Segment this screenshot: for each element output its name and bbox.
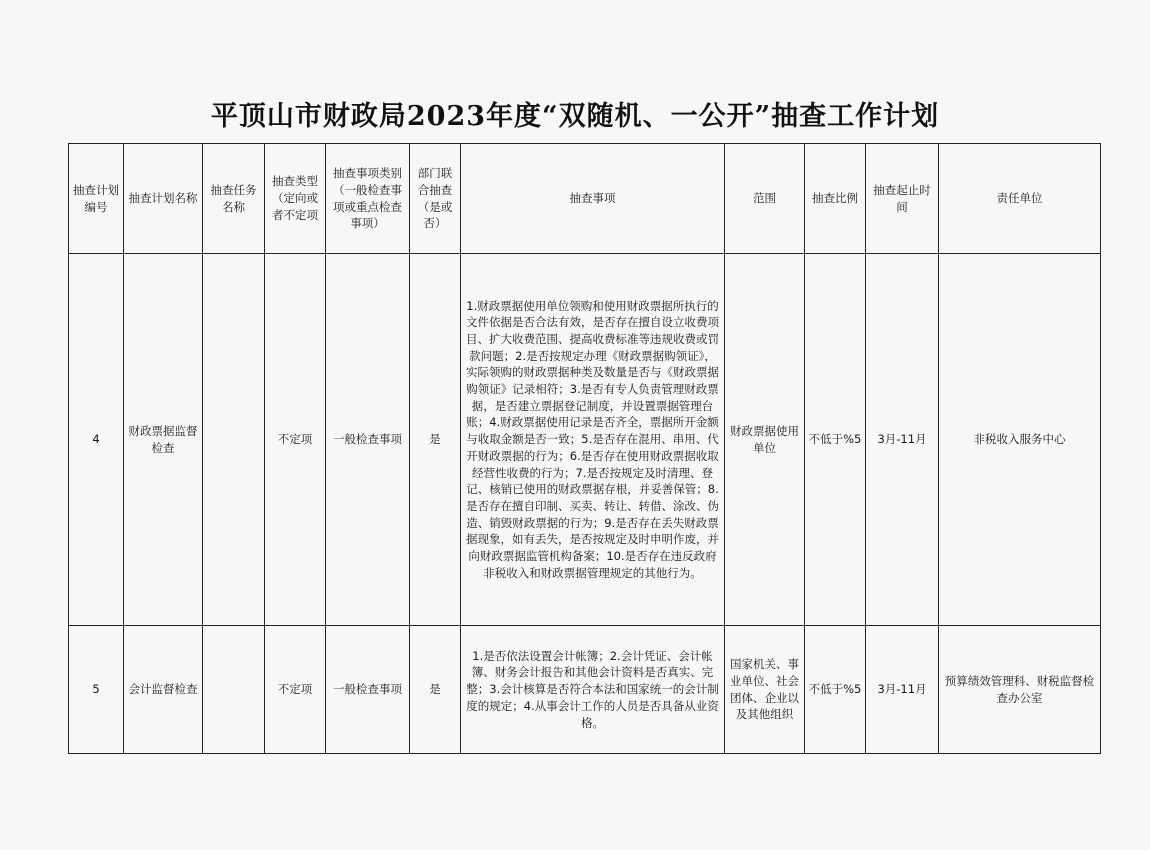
cell-items (461, 626, 725, 754)
document-title: 平顶山市财政局2023年度“双随机、一公开”抽查工作计划 (210, 101, 940, 132)
cell-scope: 国家机关、事业单位、社会团体、企业以及其他组织 (725, 626, 805, 754)
cell-joint: 是 (410, 254, 461, 626)
cell-unit: 预算绩效管理科、财税监督检查办公室 (939, 626, 1101, 754)
cell-plan-no: 4 (69, 254, 124, 626)
header-unit: 责任单位 (939, 144, 1101, 254)
header-plan-name: 抽查计划名称 (124, 144, 203, 254)
cell-task-name (203, 254, 265, 626)
header-joint: 部门联合抽查（是或否） (410, 144, 461, 254)
table-header-row (69, 144, 1101, 254)
cell-period: 3月-11月 (866, 626, 939, 754)
cell-item-category: 一般检查事项 (326, 254, 410, 626)
cell-scope: 财政票据使用单位 (725, 254, 805, 626)
cell-check-type: 不定项 (265, 626, 326, 754)
cell-plan-no: 5 (69, 626, 124, 754)
header-item-category: 抽查事项类别（一般检查事项或重点检查事项） (326, 144, 410, 254)
table-row (69, 626, 1101, 754)
cell-plan-name: 会计监督检查 (124, 626, 203, 754)
cell-task-name (203, 626, 265, 754)
cell-joint: 是 (410, 626, 461, 754)
cell-item-category: 一般检查事项 (326, 626, 410, 754)
header-scope: 范围 (725, 144, 805, 254)
cell-items-text: 1.是否依法设置会计帐簿；2.会计凭证、会计帐簿、财务会计报告和其他会计资料是否真实、完整；3.会计核算是否符合本法和国家统一的会计制度的规定；4.从事会计工作的人员是否具备从业资格。 (466, 648, 719, 730)
cell-plan-name: 财政票据监督检查 (124, 254, 203, 626)
cell-items-text: 1.财政票据使用单位领购和使用财政票据所执行的文件依据是否合法有效，是否存在擅自设立收费项目、扩大收费范围、提高收费标准等违规收费或罚款问题；2.是否按规定办理《财政票据购领证》，实际领购的财政票据种类及数量是否与《财政票据购领证》记录相符；3.是否有专人负责管理财政票据，是否建立票据登记制度，并设置票据管理台账；4.财政票据使用记录是否齐全，票据所开金额与收取金额是否一致；5.是否存在混用、串用、代开财政票据的行为；6.是否存在使用财政票据收取经营性收费的行为；7.是否按规定及时清理、登记、核销已使用的财政票据存根，并妥善保管；8.是否存在擅自印制、买卖、转让、转借、涂改、伪造、销毁财政票据的行为；9.是否存在丢失财政票据现象，如有丢失，是否按规定及时申明作废，并向财政票据监管机构备案；10.是否存在违反政府非税收入和财政票据管理规定的其他行为。 (466, 298, 719, 580)
header-check-type: 抽查类型（定向或者不定项 (265, 144, 326, 254)
header-period: 抽查起止时间 (866, 144, 939, 254)
cell-period: 3月-11月 (866, 254, 939, 626)
header-task-name: 抽查任务名称 (203, 144, 265, 254)
inspection-plan-table (68, 143, 1101, 754)
header-ratio: 抽查比例 (805, 144, 866, 254)
header-plan-no: 抽查计划编号 (69, 144, 124, 254)
cell-unit: 非税收入服务中心 (939, 254, 1101, 626)
cell-ratio: 不低于%5 (805, 626, 866, 754)
cell-ratio: 不低于%5 (805, 254, 866, 626)
header-items: 抽查事项 (461, 144, 725, 254)
cell-check-type: 不定项 (265, 254, 326, 626)
table-row (69, 254, 1101, 626)
cell-items (461, 254, 725, 626)
